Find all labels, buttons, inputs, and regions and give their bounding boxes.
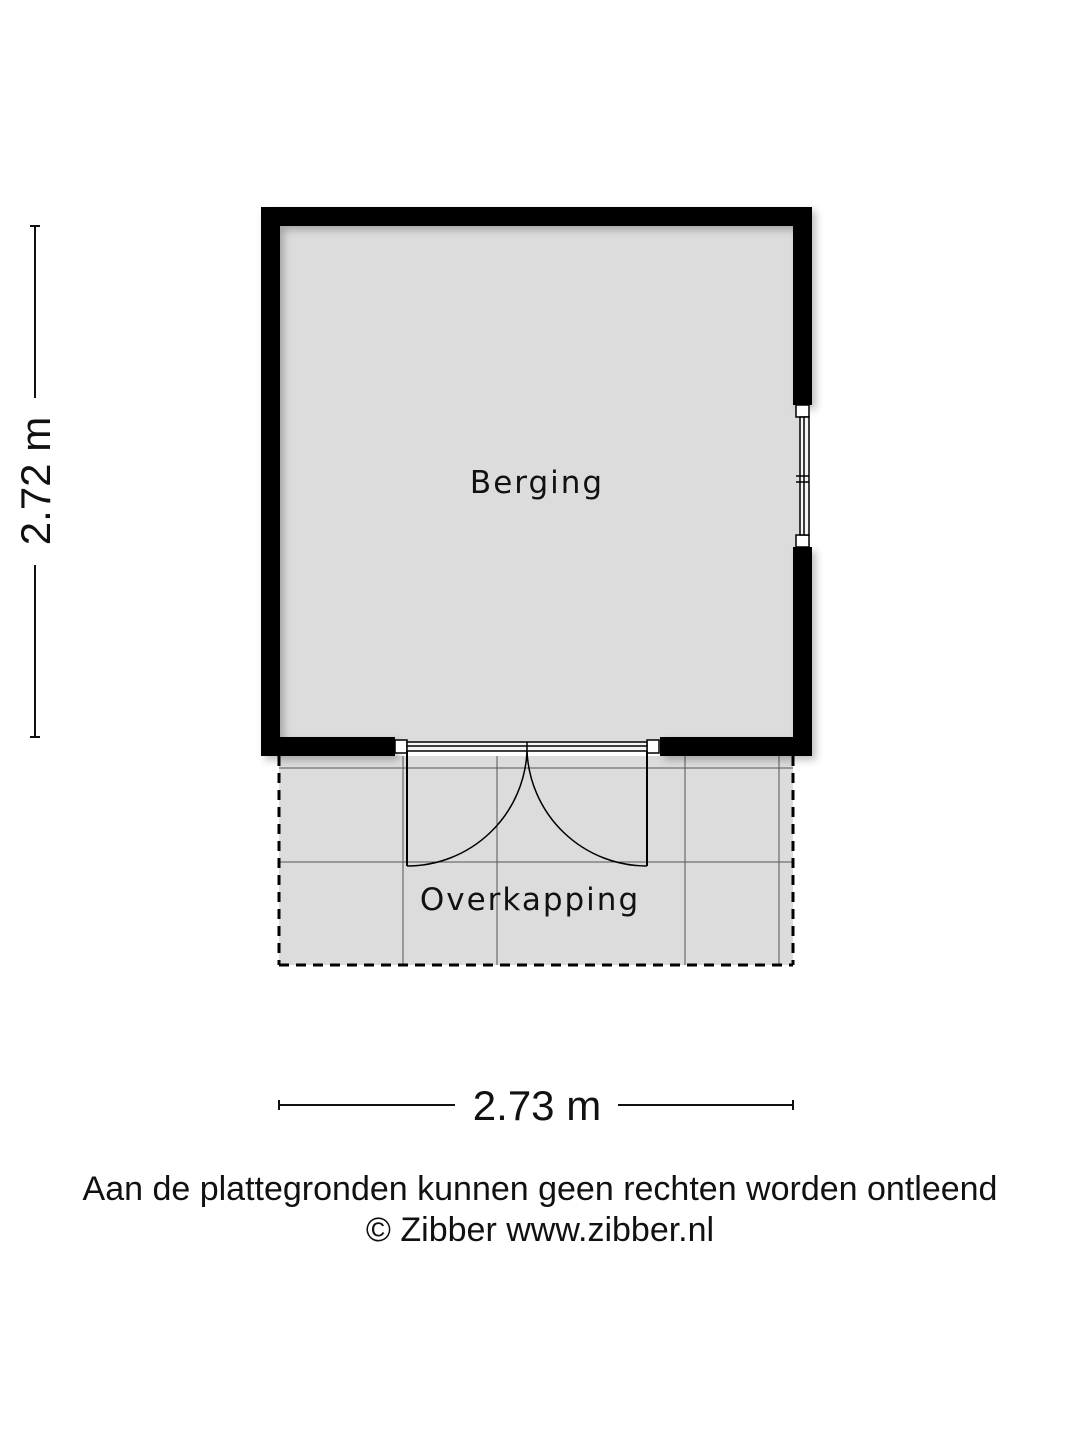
dimension-height-label: 2.72 m [12, 416, 59, 546]
disclaimer-text: Aan de plattegronden kunnen geen rechten worden ontleend [82, 1170, 998, 1208]
dimension-width-label: 2.73 m [472, 1082, 602, 1129]
room-label-overkapping: Overkapping [419, 882, 641, 918]
copyright-text: © Zibber www.zibber.nl [365, 1211, 715, 1249]
room-label-berging: Berging [469, 465, 605, 501]
overkapping-area [279, 756, 793, 965]
